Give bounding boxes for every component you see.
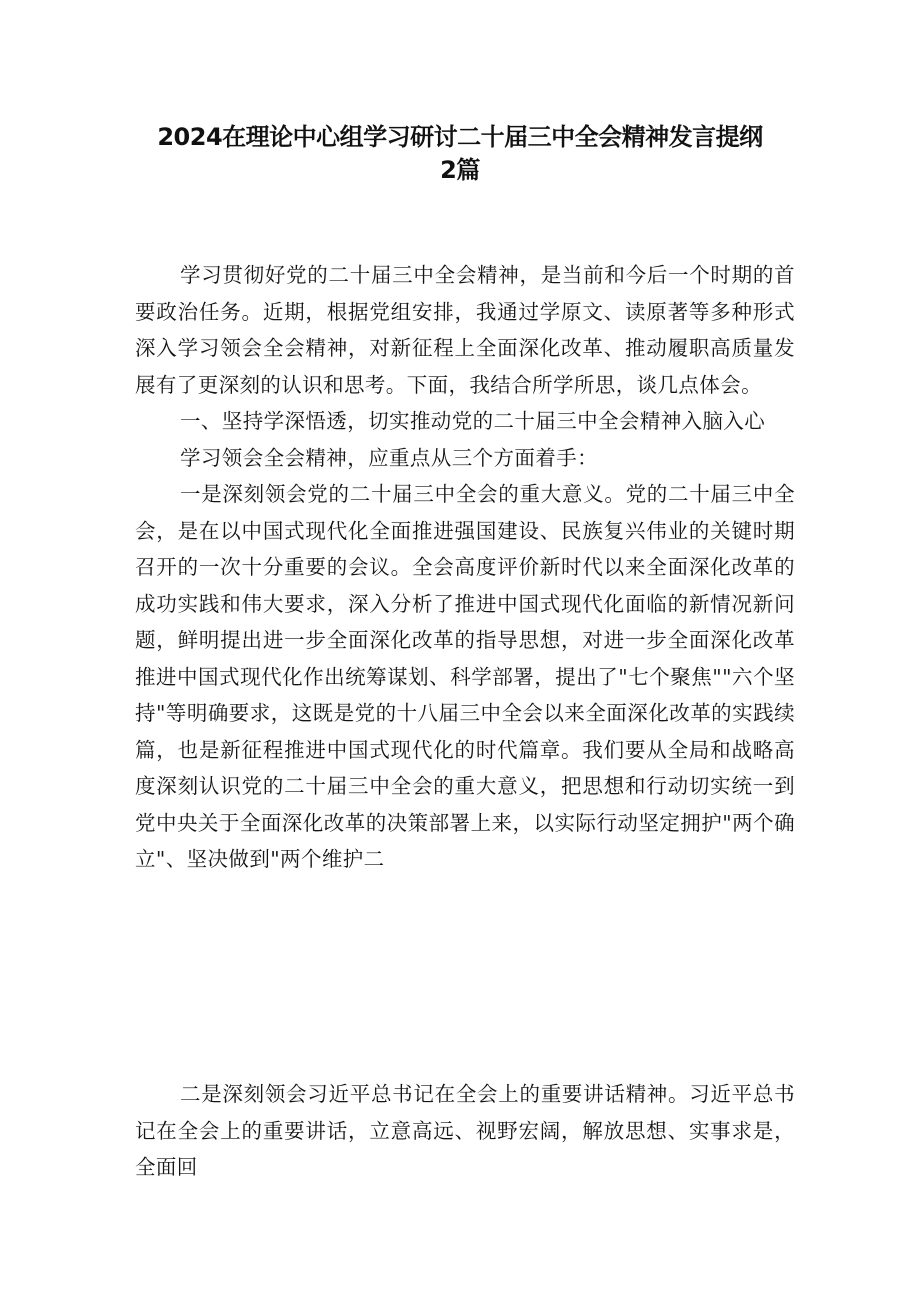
document-body-continued xyxy=(135,1076,795,1186)
paragraph-intro: 学习贯彻好党的二十届三中全会精神，是当前和今后一个时期的首要政治任务。近期，根据党组安排，我通过学原文、读原著等多种形式深入学习领会全会精神，对新征程上全面深化改革、推动履职高质量发展有了更深刻的认识和思考。下面，我结合所学所思，谈几点体会。 xyxy=(135,263,795,397)
section-heading-1: 一、坚持学深悟透，切实推动党的二十届三中全会精神入脑入心 xyxy=(180,409,766,433)
paragraph-lead: 学习领会全会精神，应重点从三个方面着手： xyxy=(180,445,598,470)
document-body xyxy=(135,257,795,878)
document-title-continuation: 2篇 xyxy=(440,156,480,184)
document-title: 2024在理论中心组学习研讨二十届三中全会精神发言提纲 xyxy=(157,123,763,151)
paragraph-point-1: 一是深刻领会党的二十届三中全会的重大意义。党的二十届三中全会，是在以中国式现代化全面推进强国建设、民族复兴伟业的关键时期召开的一次十分重要的会议。全会高度评价新时代以来全面深化改革的成功实践和伟大要求，深入分析了推进中国式现代化面临的新情况新问题，鲜明提出进一步全面深化改革的指导思想，对进一步全面深化改革推进中国式现代化作出统筹谋划、科学部署，提出了"七个聚焦""六个坚持"等明确要求，这既是党的十八届三中全会以来全面深化改革的实践续篇，也是新征程推进中国式现代化的时代篇章。我们要从全局和战略高度深刻认识党的二十届三中全会的重大意义，把思想和行动切实统一到党中央关于全面深化改革的决策部署上来，以实际行动坚定拥护"两个确立"、坚决做到"两个维护二 xyxy=(135,482,795,871)
paragraph-point-2: 二是深刻领会习近平总书记在全会上的重要讲话精神。习近平总书记在全会上的重要讲话，立意高远、视野宏阔，解放思想、实事求是，全面回 xyxy=(135,1082,795,1179)
